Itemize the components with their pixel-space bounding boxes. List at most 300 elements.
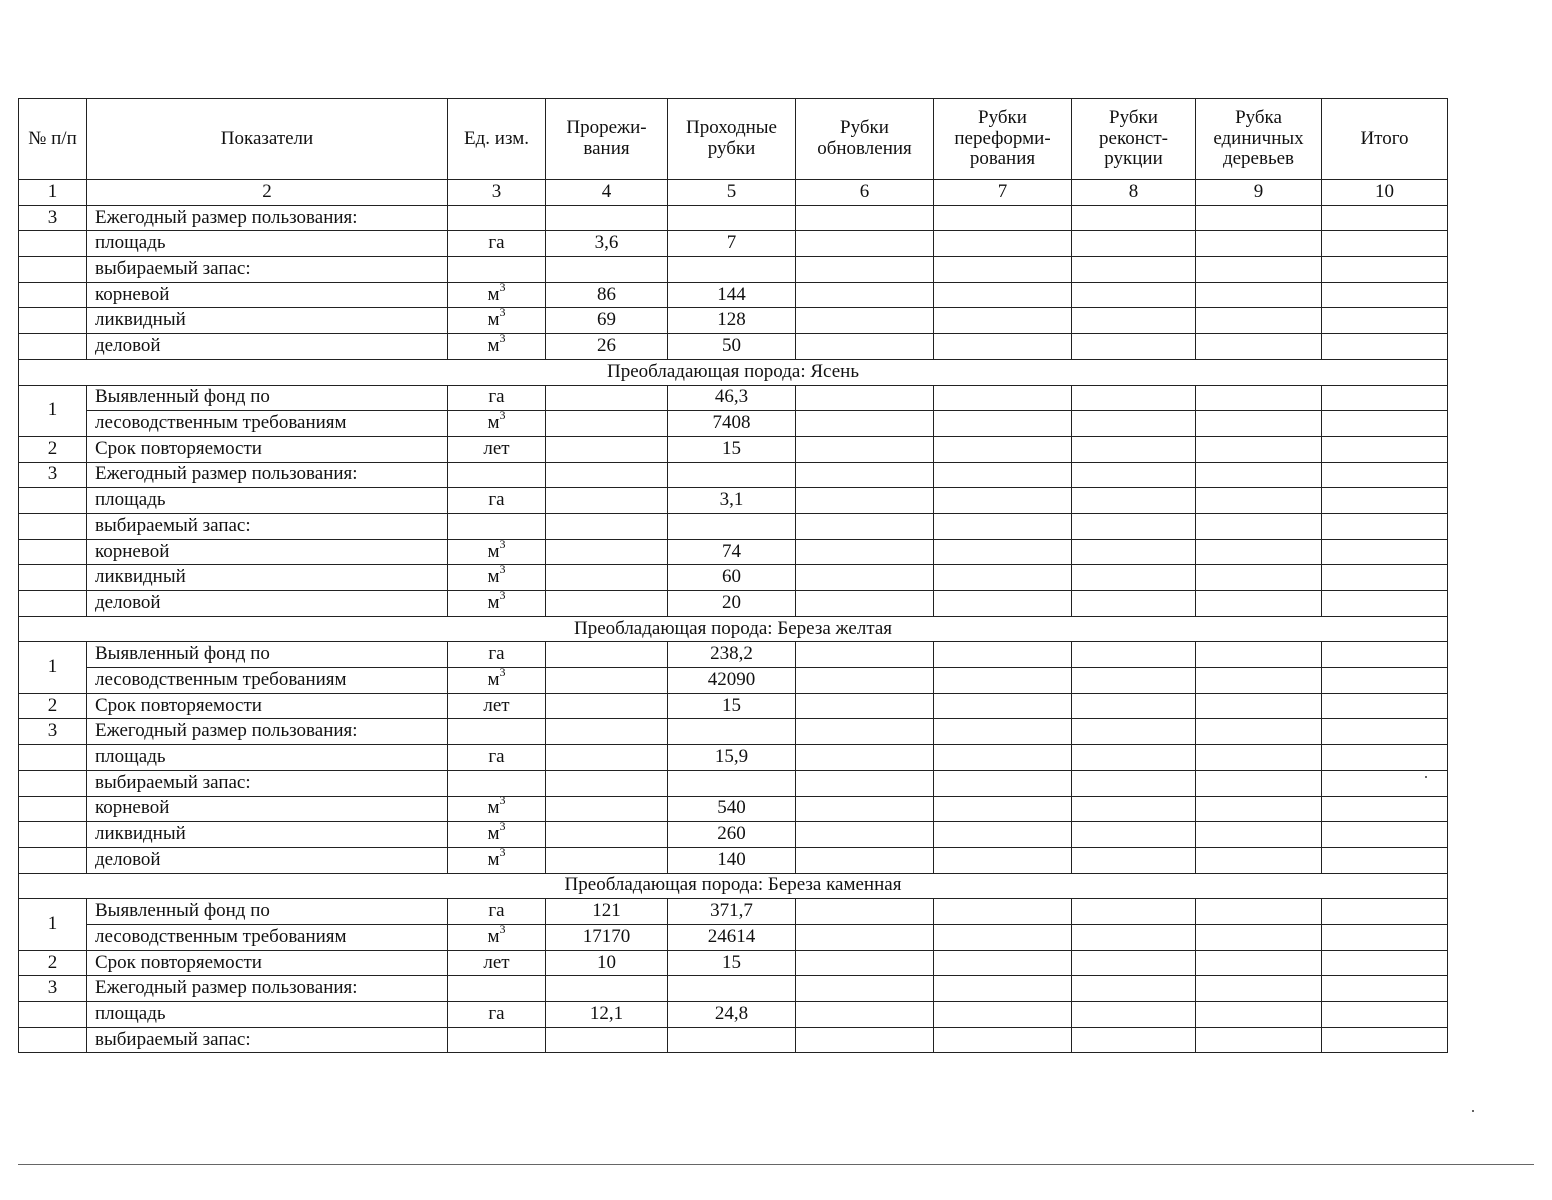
unit-cell: лет [448, 436, 546, 462]
table-row [19, 591, 1448, 617]
unit-text: м [487, 668, 500, 690]
value-cell [1072, 770, 1196, 796]
row-number [19, 847, 87, 873]
unit-cell [448, 282, 546, 308]
value-cell [1196, 257, 1322, 283]
value-cell: 140 [668, 847, 796, 873]
unit-cell [448, 847, 546, 873]
unit-text: м [487, 925, 500, 947]
indicator-cell: Выявленный фонд по [87, 899, 448, 925]
value-cell [796, 565, 934, 591]
page-bottom-rule [18, 1164, 1534, 1165]
indicator-cell: лесоводственным требованиям [87, 668, 448, 694]
value-cell [796, 411, 934, 437]
unit-cell: лет [448, 950, 546, 976]
value-cell [546, 770, 668, 796]
row-number [19, 591, 87, 617]
value-cell: 24614 [668, 924, 796, 950]
unit-cell [448, 796, 546, 822]
value-cell [934, 205, 1072, 231]
value-cell [1322, 642, 1448, 668]
column-number: 5 [668, 180, 796, 206]
indicator-cell: выбираемый запас: [87, 770, 448, 796]
table-row [19, 385, 1448, 411]
table-row [19, 770, 1448, 796]
unit-cell: га [448, 1002, 546, 1028]
value-cell [546, 411, 668, 437]
value-cell [934, 770, 1072, 796]
value-cell [1072, 924, 1196, 950]
indicator-cell: площадь [87, 1002, 448, 1028]
value-cell [1072, 976, 1196, 1002]
value-cell [934, 257, 1072, 283]
column-number: 8 [1072, 180, 1196, 206]
header-thinning: Прорежи-вания [546, 99, 668, 180]
value-cell [1196, 796, 1322, 822]
row-number [19, 565, 87, 591]
value-cell: 46,3 [668, 385, 796, 411]
indicator-cell: Ежегодный размер пользования: [87, 205, 448, 231]
value-cell [546, 591, 668, 617]
value-cell [796, 436, 934, 462]
indicator-cell: Срок повторяемости [87, 436, 448, 462]
value-cell: 17170 [546, 924, 668, 950]
row-number [19, 231, 87, 257]
value-cell: 260 [668, 822, 796, 848]
row-number: 1 [19, 642, 87, 693]
value-cell [1072, 334, 1196, 360]
value-cell [1196, 513, 1322, 539]
indicator-cell: ликвидный [87, 565, 448, 591]
header-reconstruction-cuttings: Рубки реконст-рукции [1072, 99, 1196, 180]
value-cell [796, 822, 934, 848]
unit-cell: га [448, 488, 546, 514]
value-cell [796, 899, 934, 925]
value-cell [546, 385, 668, 411]
table-row [19, 488, 1448, 514]
unit-exponent: 3 [499, 307, 506, 320]
value-cell [546, 205, 668, 231]
value-cell [668, 257, 796, 283]
indicator-cell: ликвидный [87, 308, 448, 334]
value-cell [1072, 411, 1196, 437]
unit-cell: лет [448, 693, 546, 719]
indicator-cell: Выявленный фонд по [87, 385, 448, 411]
header-total: Итого [1322, 99, 1448, 180]
unit-cell [448, 822, 546, 848]
value-cell [546, 976, 668, 1002]
value-cell [1322, 385, 1448, 411]
unit-text: м [487, 540, 500, 562]
indicator-cell: Ежегодный размер пользования: [87, 462, 448, 488]
table-row [19, 693, 1448, 719]
unit-exponent: 3 [499, 564, 506, 577]
indicator-cell: выбираемый запас: [87, 513, 448, 539]
table-row [19, 513, 1448, 539]
table-row [19, 976, 1448, 1002]
value-cell: 10 [546, 950, 668, 976]
value-cell [1196, 950, 1322, 976]
row-number: 1 [19, 899, 87, 950]
indicator-cell: деловой [87, 847, 448, 873]
value-cell [1072, 1027, 1196, 1053]
indicator-cell: площадь [87, 745, 448, 771]
indicator-cell: Срок повторяемости [87, 693, 448, 719]
header-passage-cuttings: Проходные рубки [668, 99, 796, 180]
table-row [19, 1027, 1448, 1053]
column-number: 3 [448, 180, 546, 206]
value-cell: 50 [668, 334, 796, 360]
value-cell [668, 205, 796, 231]
unit-cell [448, 462, 546, 488]
value-cell [1196, 488, 1322, 514]
value-cell [796, 282, 934, 308]
unit-cell [448, 770, 546, 796]
value-cell [934, 642, 1072, 668]
value-cell [796, 976, 934, 1002]
value-cell [1072, 591, 1196, 617]
table-row [19, 1002, 1448, 1028]
value-cell [934, 591, 1072, 617]
value-cell [1072, 745, 1196, 771]
unit-exponent: 3 [499, 333, 506, 346]
value-cell [796, 308, 934, 334]
value-cell [796, 488, 934, 514]
unit-exponent: 3 [499, 590, 506, 602]
value-cell [1196, 1027, 1322, 1053]
unit-cell: га [448, 385, 546, 411]
column-number: 10 [1322, 180, 1448, 206]
value-cell [1072, 513, 1196, 539]
value-cell [1322, 436, 1448, 462]
row-number: 3 [19, 976, 87, 1002]
column-number: 6 [796, 180, 934, 206]
table-row [19, 205, 1448, 231]
column-number: 9 [1196, 180, 1322, 206]
unit-exponent: 3 [499, 282, 506, 294]
value-cell [934, 565, 1072, 591]
value-cell [1072, 668, 1196, 694]
value-cell [934, 462, 1072, 488]
row-number [19, 770, 87, 796]
value-cell [546, 642, 668, 668]
value-cell [1196, 899, 1322, 925]
unit-text: м [487, 823, 500, 845]
row-number [19, 1027, 87, 1053]
value-cell [934, 539, 1072, 565]
row-number [19, 1002, 87, 1028]
value-cell [1072, 436, 1196, 462]
unit-exponent: 3 [499, 821, 506, 834]
value-cell [1322, 591, 1448, 617]
section-row [19, 359, 1448, 385]
value-cell [934, 693, 1072, 719]
unit-cell [448, 205, 546, 231]
row-number [19, 539, 87, 565]
value-cell [1196, 436, 1322, 462]
value-cell [1322, 205, 1448, 231]
row-number: 3 [19, 719, 87, 745]
value-cell [934, 1002, 1072, 1028]
value-cell [1196, 565, 1322, 591]
unit-exponent: 3 [499, 667, 506, 679]
section-row [19, 616, 1448, 642]
value-cell [1322, 976, 1448, 1002]
indicator-cell: лесоводственным требованиям [87, 411, 448, 437]
value-cell [1322, 950, 1448, 976]
unit-text: м [487, 566, 500, 588]
value-cell [796, 257, 934, 283]
value-cell [1322, 847, 1448, 873]
section-title: Преобладающая порода: Береза желтая [19, 616, 1448, 642]
value-cell [796, 1027, 934, 1053]
value-cell [1072, 950, 1196, 976]
value-cell [546, 513, 668, 539]
value-cell [546, 668, 668, 694]
unit-exponent: 3 [499, 539, 506, 551]
value-cell [1072, 796, 1196, 822]
table-row [19, 565, 1448, 591]
indicator-cell: Ежегодный размер пользования: [87, 976, 448, 1002]
value-cell [796, 539, 934, 565]
value-cell: 42090 [668, 668, 796, 694]
table-row [19, 436, 1448, 462]
row-number [19, 822, 87, 848]
value-cell [1072, 308, 1196, 334]
column-number: 2 [87, 180, 448, 206]
value-cell [1072, 488, 1196, 514]
value-cell [1196, 205, 1322, 231]
value-cell [546, 257, 668, 283]
unit-cell [448, 1027, 546, 1053]
value-cell [1072, 719, 1196, 745]
value-cell [1072, 565, 1196, 591]
value-cell [934, 436, 1072, 462]
indicator-cell: корневой [87, 282, 448, 308]
value-cell: 540 [668, 796, 796, 822]
table-row [19, 462, 1448, 488]
value-cell [1196, 719, 1322, 745]
value-cell [934, 411, 1072, 437]
row-number [19, 796, 87, 822]
value-cell [796, 924, 934, 950]
value-cell [1322, 539, 1448, 565]
column-number: 4 [546, 180, 668, 206]
section-title: Преобладающая порода: Береза каменная [19, 873, 1448, 899]
scan-speck [1425, 776, 1427, 778]
value-cell [796, 231, 934, 257]
row-number: 3 [19, 205, 87, 231]
row-number [19, 334, 87, 360]
value-cell [1072, 205, 1196, 231]
value-cell [1322, 668, 1448, 694]
header-row [19, 99, 1448, 180]
value-cell [1196, 1002, 1322, 1028]
value-cell: 86 [546, 282, 668, 308]
column-number: 7 [934, 180, 1072, 206]
value-cell: 12,1 [546, 1002, 668, 1028]
section-title: Преобладающая порода: Ясень [19, 359, 1448, 385]
value-cell [934, 231, 1072, 257]
value-cell [1196, 591, 1322, 617]
unit-cell: га [448, 642, 546, 668]
indicator-cell: выбираемый запас: [87, 257, 448, 283]
value-cell [1322, 488, 1448, 514]
value-cell [796, 591, 934, 617]
table-row [19, 950, 1448, 976]
value-cell [934, 1027, 1072, 1053]
value-cell [1196, 462, 1322, 488]
value-cell [1322, 924, 1448, 950]
table-row [19, 924, 1448, 950]
value-cell [1196, 308, 1322, 334]
unit-cell: га [448, 745, 546, 771]
value-cell [1072, 642, 1196, 668]
value-cell [796, 1002, 934, 1028]
unit-exponent: 3 [499, 847, 506, 859]
value-cell [796, 642, 934, 668]
value-cell [1322, 899, 1448, 925]
unit-cell [448, 513, 546, 539]
value-cell [1322, 257, 1448, 283]
value-cell [1196, 924, 1322, 950]
value-cell [546, 462, 668, 488]
value-cell [934, 668, 1072, 694]
unit-cell: га [448, 231, 546, 257]
value-cell [796, 796, 934, 822]
value-cell [1322, 693, 1448, 719]
value-cell [796, 513, 934, 539]
value-cell [796, 770, 934, 796]
value-cell [1196, 334, 1322, 360]
value-cell [1322, 822, 1448, 848]
unit-text: м [487, 335, 500, 357]
value-cell [796, 205, 934, 231]
value-cell [668, 770, 796, 796]
value-cell [1072, 539, 1196, 565]
value-cell [1196, 539, 1322, 565]
value-cell [546, 436, 668, 462]
row-number [19, 745, 87, 771]
indicator-cell: лесоводственным требованиям [87, 924, 448, 950]
value-cell [1072, 847, 1196, 873]
unit-cell [448, 924, 546, 950]
indicator-cell: корневой [87, 796, 448, 822]
value-cell: 371,7 [668, 899, 796, 925]
unit-exponent: 3 [499, 410, 506, 423]
value-cell [796, 385, 934, 411]
unit-cell [448, 257, 546, 283]
value-cell: 238,2 [668, 642, 796, 668]
value-cell: 15 [668, 436, 796, 462]
forest-use-table [18, 98, 1448, 1053]
table-row [19, 668, 1448, 694]
value-cell [1322, 462, 1448, 488]
value-cell: 144 [668, 282, 796, 308]
unit-exponent: 3 [499, 796, 506, 808]
row-number: 1 [19, 385, 87, 436]
value-cell [1322, 411, 1448, 437]
header-single-tree-cutting: Рубка единичных деревьев [1196, 99, 1322, 180]
value-cell [1322, 565, 1448, 591]
value-cell [934, 334, 1072, 360]
indicator-cell: Ежегодный размер пользования: [87, 719, 448, 745]
value-cell [1072, 822, 1196, 848]
value-cell [1322, 231, 1448, 257]
value-cell [934, 950, 1072, 976]
value-cell [1196, 385, 1322, 411]
value-cell [668, 976, 796, 1002]
column-number: 1 [19, 180, 87, 206]
row-number [19, 513, 87, 539]
indicator-cell: выбираемый запас: [87, 1027, 448, 1053]
value-cell [1196, 770, 1322, 796]
table-row [19, 847, 1448, 873]
unit-text: м [487, 412, 500, 434]
value-cell [1322, 282, 1448, 308]
row-number [19, 257, 87, 283]
value-cell [668, 513, 796, 539]
table-row [19, 231, 1448, 257]
value-cell [1322, 770, 1448, 796]
value-cell [934, 488, 1072, 514]
value-cell [1072, 282, 1196, 308]
value-cell [546, 822, 668, 848]
value-cell: 128 [668, 308, 796, 334]
indicator-cell: деловой [87, 591, 448, 617]
table-row [19, 796, 1448, 822]
value-cell [1196, 976, 1322, 1002]
unit-exponent: 3 [499, 924, 506, 936]
value-cell [934, 822, 1072, 848]
row-number: 3 [19, 462, 87, 488]
value-cell [934, 796, 1072, 822]
column-number-row [19, 180, 1448, 206]
value-cell [1196, 642, 1322, 668]
indicator-cell: Срок повторяемости [87, 950, 448, 976]
value-cell: 69 [546, 308, 668, 334]
table-row [19, 719, 1448, 745]
row-number: 2 [19, 693, 87, 719]
unit-cell [448, 719, 546, 745]
header-no: № п/п [19, 99, 87, 180]
indicator-cell: площадь [87, 231, 448, 257]
header-renewal-cuttings: Рубки обновления [796, 99, 934, 180]
value-cell [668, 719, 796, 745]
value-cell [934, 385, 1072, 411]
value-cell [546, 693, 668, 719]
value-cell [796, 693, 934, 719]
header-reformation-cuttings: Рубки переформи-рования [934, 99, 1072, 180]
value-cell: 3,6 [546, 231, 668, 257]
value-cell [1322, 513, 1448, 539]
value-cell [934, 282, 1072, 308]
unit-text: м [487, 591, 500, 613]
value-cell [796, 745, 934, 771]
indicator-cell: корневой [87, 539, 448, 565]
value-cell [934, 745, 1072, 771]
value-cell [1322, 745, 1448, 771]
unit-cell [448, 539, 546, 565]
value-cell [546, 719, 668, 745]
value-cell [1072, 899, 1196, 925]
value-cell [934, 513, 1072, 539]
scan-speck [1472, 1110, 1474, 1112]
table-row [19, 642, 1448, 668]
value-cell [546, 1027, 668, 1053]
table-row [19, 257, 1448, 283]
table-row [19, 899, 1448, 925]
